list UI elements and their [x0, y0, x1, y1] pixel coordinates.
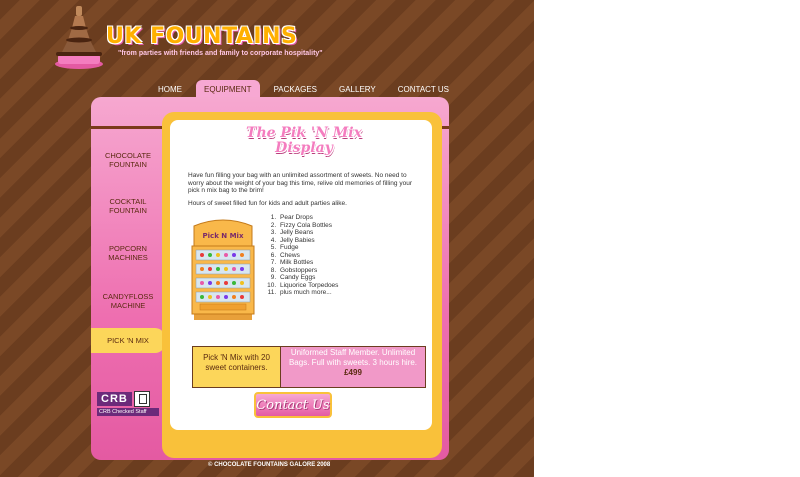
sidebar-item-candyfloss-machine[interactable]: [91, 292, 165, 310]
document-icon: [134, 391, 150, 407]
list-item: 2. Fizzy Cola Bottles: [278, 222, 338, 230]
list-item: 9. Candy Eggs: [278, 274, 338, 282]
nav-gallery[interactable]: GALLERY: [338, 85, 376, 94]
package-details-text: Uniformed Staff Member. Unlimited Bags. Full with sweets. 3 hours hire.: [288, 348, 418, 367]
product-tagline: Hours of sweet filled fun for kids and adult parties alike.: [188, 200, 347, 207]
list-item: 7. Milk Bottles: [278, 259, 338, 267]
list-item: 3. Jelly Beans: [278, 229, 338, 237]
list-item: 4. Jelly Babies: [278, 237, 338, 245]
nav-home[interactable]: HOME: [158, 85, 182, 94]
package-name-cell: Pick 'N Mix with 20 sweet containers.: [193, 347, 281, 387]
nav-contact-us[interactable]: CONTACT US: [397, 85, 450, 94]
crb-badge: [97, 391, 159, 416]
list-item: 8. Gobstoppers: [278, 267, 338, 275]
sweets-list: [264, 214, 338, 297]
package-details-cell: [281, 347, 425, 387]
page-title-line1: The Pik 'N Mix: [246, 125, 362, 141]
sidebar-item-label: POPCORN: [109, 244, 147, 253]
crb-label: CRB Checked Staff: [97, 408, 159, 416]
contact-us-button[interactable]: Contact Us: [254, 392, 332, 418]
footer-copyright: © CHOCOLATE FOUNTAINS GALORE 2008: [208, 462, 331, 468]
package-price: £499: [344, 368, 362, 377]
chocolate-fountain-icon: [52, 2, 106, 70]
content-area: [170, 120, 432, 430]
sidebar-item-label: CANDYFLOSS: [102, 292, 154, 301]
page-title-line2: Display: [275, 140, 333, 156]
page-title: [244, 126, 364, 168]
list-item: 5. Fudge: [278, 244, 338, 252]
sidebar-item-label: COCKTAIL: [109, 197, 147, 206]
stand-sign: Pick N Mix: [202, 232, 244, 240]
price-table: [192, 346, 426, 388]
product-description: Have fun filling your bag with an unlimited assortment of sweets. No need to worry about the weight of your bag this time, relive old memories of filling your pick n mix bag to the brim!: [188, 172, 412, 195]
brand-name: UK FOUNTAINS: [106, 24, 298, 49]
sidebar-item-label: MACHINE: [110, 301, 146, 310]
list-item: 6. Chews: [278, 252, 338, 260]
sidebar-item-label: FOUNTAIN: [109, 206, 147, 215]
main-nav: [150, 80, 463, 98]
brand-tagline: "from parties with friends and family to corporate hospitality": [118, 50, 323, 57]
sidebar-item-chocolate-fountain[interactable]: [91, 151, 165, 169]
sidebar-item-label: CHOCOLATE: [104, 151, 152, 160]
sidebar-item-cocktail-fountain[interactable]: [91, 197, 165, 215]
equipment-sidebar: [91, 137, 165, 353]
list-item: 11. plus much more...: [278, 289, 338, 297]
crb-logo: CRB: [97, 392, 132, 406]
sidebar-item-popcorn-machines[interactable]: [91, 244, 165, 262]
list-item: 10. Liquorice Torpedoes: [278, 282, 338, 290]
list-item: 1. Pear Drops: [278, 214, 338, 222]
pick-n-mix-stand-image: [190, 216, 256, 322]
nav-packages[interactable]: PACKAGES: [273, 85, 317, 94]
sidebar-item-label: MACHINES: [108, 253, 148, 262]
site-logo[interactable]: [52, 2, 342, 72]
sidebar-item-label: PICK 'N MIX: [107, 336, 149, 345]
nav-equipment[interactable]: EQUIPMENT: [196, 80, 260, 98]
sidebar-item-pick-n-mix[interactable]: [91, 328, 165, 353]
sidebar-item-label: FOUNTAIN: [109, 160, 147, 169]
